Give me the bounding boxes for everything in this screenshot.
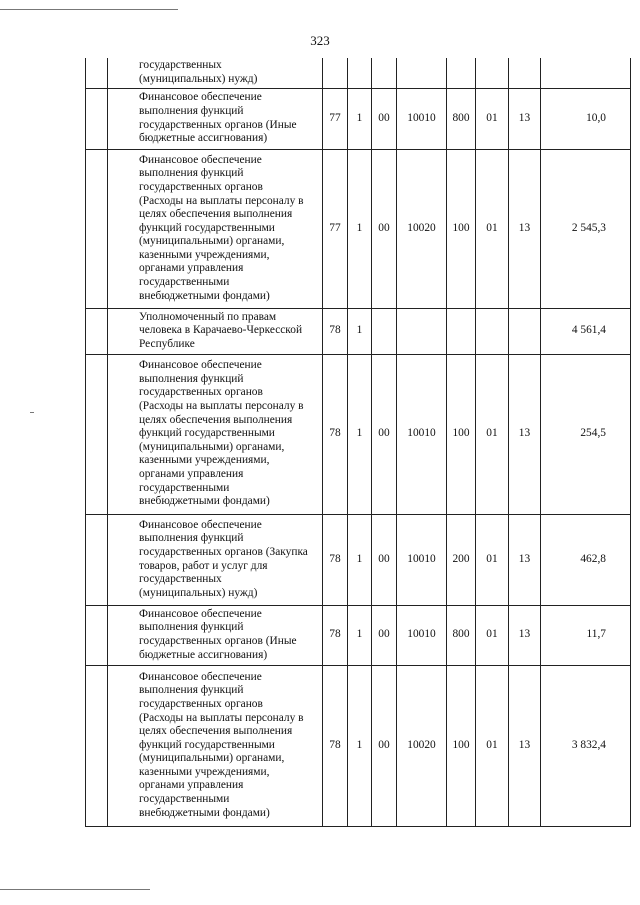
row-margin-cell	[86, 58, 108, 88]
code-section-2	[476, 58, 509, 88]
code-target: 10020	[397, 665, 447, 826]
scan-artifact-left	[30, 412, 34, 413]
row-amount	[541, 58, 631, 88]
code-subsection-2: 13	[509, 514, 541, 605]
code-expense-type: 800	[447, 605, 476, 665]
code-subsection: 00	[372, 665, 397, 826]
code-section-2: 01	[476, 514, 509, 605]
row-amount: 11,7	[541, 605, 631, 665]
table-row	[86, 149, 631, 308]
code-expense-type: 800	[447, 88, 476, 149]
budget-table	[85, 58, 631, 827]
code-section-2: 01	[476, 605, 509, 665]
code-subsection-2: 13	[509, 354, 541, 514]
row-margin-cell	[86, 88, 108, 149]
row-name: государственных (муниципальных) нужд)	[108, 58, 323, 88]
code-admin: 78	[323, 514, 348, 605]
code-subsection: 00	[372, 514, 397, 605]
code-subsection	[372, 308, 397, 354]
row-margin-cell	[86, 149, 108, 308]
code-target: 10010	[397, 88, 447, 149]
row-amount: 2 545,3	[541, 149, 631, 308]
table-row	[86, 308, 631, 354]
row-amount: 254,5	[541, 354, 631, 514]
code-section: 1	[348, 308, 372, 354]
code-subsection: 00	[372, 88, 397, 149]
code-subsection-2	[509, 58, 541, 88]
row-amount: 462,8	[541, 514, 631, 605]
code-section-2: 01	[476, 149, 509, 308]
row-name: Финансовое обеспечение выполнения функций государственных органов (Закупка товаров, работ и услуг для государственных (муниципальных) нужд)	[108, 514, 323, 605]
code-section-2	[476, 308, 509, 354]
code-expense-type	[447, 308, 476, 354]
row-amount: 10,0	[541, 88, 631, 149]
scan-artifact-top	[0, 9, 178, 10]
row-margin-cell	[86, 308, 108, 354]
code-section: 1	[348, 88, 372, 149]
row-name: Финансовое обеспечение выполнения функций государственных органов (Расходы на выплаты персоналу в целях обеспечения выполнения функций государственными (муниципальными) органами, казенными учреждениями, органами управления государственными внебюджетными фондами)	[108, 354, 323, 514]
code-subsection: 00	[372, 149, 397, 308]
code-admin: 77	[323, 149, 348, 308]
row-margin-cell	[86, 514, 108, 605]
table-row	[86, 88, 631, 149]
code-section: 1	[348, 149, 372, 308]
code-expense-type: 100	[447, 149, 476, 308]
row-margin-cell	[86, 354, 108, 514]
code-target: 10010	[397, 605, 447, 665]
row-name: Уполномоченный по правам человека в Карачаево-Черкесской Республике	[108, 308, 323, 354]
code-target: 10010	[397, 354, 447, 514]
code-admin: 78	[323, 354, 348, 514]
code-subsection	[372, 58, 397, 88]
code-expense-type: 200	[447, 514, 476, 605]
code-subsection-2	[509, 308, 541, 354]
code-section: 1	[348, 605, 372, 665]
code-section-2: 01	[476, 354, 509, 514]
row-amount: 3 832,4	[541, 665, 631, 826]
code-expense-type: 100	[447, 354, 476, 514]
code-admin: 78	[323, 665, 348, 826]
code-section: 1	[348, 665, 372, 826]
code-admin: 78	[323, 605, 348, 665]
page-number: 323	[310, 33, 330, 48]
code-section-2: 01	[476, 665, 509, 826]
code-section: 1	[348, 354, 372, 514]
table-row	[86, 514, 631, 605]
row-name: Финансовое обеспечение выполнения функций государственных органов (Иные бюджетные ассигнования)	[108, 605, 323, 665]
table-row	[86, 58, 631, 88]
table-body	[86, 58, 631, 826]
code-target	[397, 58, 447, 88]
row-amount: 4 561,4	[541, 308, 631, 354]
code-subsection: 00	[372, 605, 397, 665]
code-target: 10010	[397, 514, 447, 605]
row-name: Финансовое обеспечение выполнения функций государственных органов (Расходы на выплаты персоналу в целях обеспечения выполнения функций государственными (муниципальными) органами, казенными учреждениями, органами управления государственными внебюджетными фондами)	[108, 665, 323, 826]
code-subsection-2: 13	[509, 88, 541, 149]
code-subsection: 00	[372, 354, 397, 514]
scan-artifact-bottom	[0, 889, 150, 890]
code-subsection-2: 13	[509, 149, 541, 308]
table-row	[86, 665, 631, 826]
code-section: 1	[348, 514, 372, 605]
row-name: Финансовое обеспечение выполнения функций государственных органов (Иные бюджетные ассигнования)	[108, 88, 323, 149]
code-admin: 78	[323, 308, 348, 354]
code-target	[397, 308, 447, 354]
code-target: 10020	[397, 149, 447, 308]
code-expense-type: 100	[447, 665, 476, 826]
code-admin	[323, 58, 348, 88]
row-margin-cell	[86, 605, 108, 665]
code-admin: 77	[323, 88, 348, 149]
code-section	[348, 58, 372, 88]
code-expense-type	[447, 58, 476, 88]
code-subsection-2: 13	[509, 605, 541, 665]
row-name: Финансовое обеспечение выполнения функций государственных органов (Расходы на выплаты персоналу в целях обеспечения выполнения функций государственными (муниципальными) органами, казенными учреждениями, органами управления государственными внебюджетными фондами)	[108, 149, 323, 308]
code-subsection-2: 13	[509, 665, 541, 826]
table-row	[86, 354, 631, 514]
row-margin-cell	[86, 665, 108, 826]
code-section-2: 01	[476, 88, 509, 149]
table-row	[86, 605, 631, 665]
